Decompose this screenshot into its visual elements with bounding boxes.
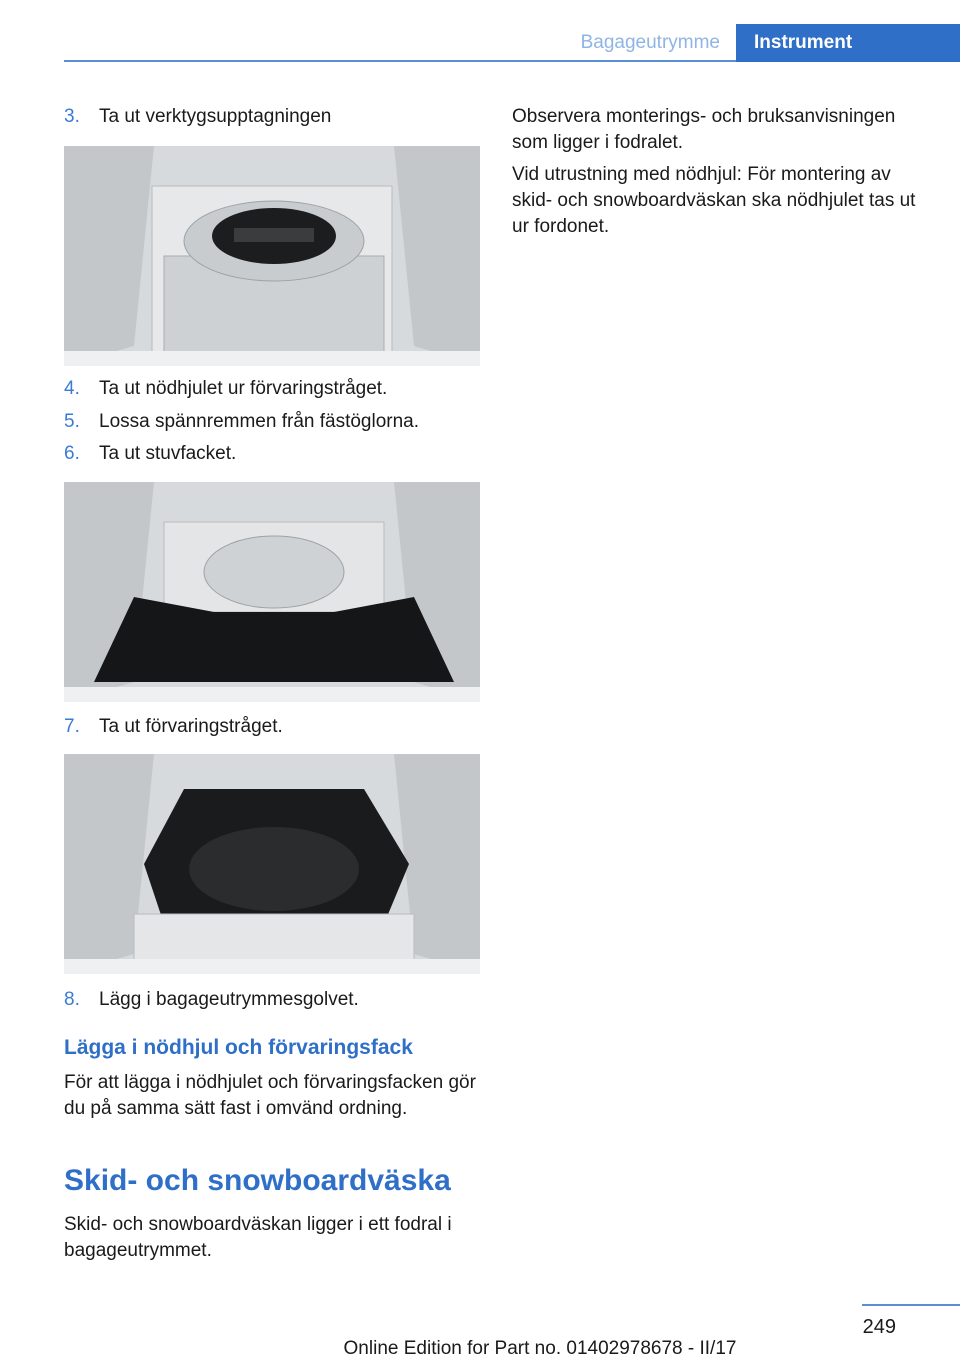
- step-text: Ta ut verktygsupptagningen: [99, 106, 332, 127]
- step-text: Ta ut förvaringstråget.: [99, 716, 283, 737]
- step-text: Lägg i bagageutrymmesgolvet.: [99, 989, 359, 1010]
- step-text: Ta ut nödhjulet ur förvaringstråget.: [99, 378, 388, 399]
- step-number: 3.: [64, 106, 80, 127]
- footer-rule: [862, 1304, 960, 1306]
- step-number: 4.: [64, 378, 80, 399]
- header-chapter-tab[interactable]: Instrument: [736, 24, 960, 62]
- footer-edition: Online Edition for Part no. 01402978678 - II/17: [343, 1338, 737, 1359]
- subheading-spare-wheel: Lägga i nödhjul och förvaringsfack: [64, 1036, 413, 1059]
- right-column: [512, 100, 922, 240]
- step-text: Ta ut stuvfacket.: [99, 443, 237, 464]
- trunk-photo-storage-tray: [64, 754, 480, 974]
- heading-ski-bag: Skid- och snowboardväska: [64, 1164, 451, 1197]
- paragraph-text: För att lägga i nödhjulet och förvaringsfacken gör du på samma sätt fast i omvänd ordning.: [64, 1072, 476, 1119]
- trunk-photo-storage-box: [64, 482, 480, 702]
- paragraph-text: Skid- och snowboardväskan ligger i ett fodral i bagageutrymmet.: [64, 1214, 452, 1261]
- page-number: 249: [862, 1316, 896, 1338]
- step-number: 7.: [64, 716, 80, 737]
- trunk-photo-tool-tray: [64, 146, 480, 366]
- paragraph-spare-wheel-note: Vid utrustning med nödhjul: För montering av skid- och snowboardväskan ska nödhjulet tas ut ur fordonet.: [512, 164, 916, 237]
- paragraph-ski-bag: [64, 1212, 480, 1264]
- step-text: Lossa spännremmen från fästöglorna.: [99, 411, 420, 432]
- step-number: 8.: [64, 989, 80, 1010]
- paragraph-instructions: Observera monterings- och bruksanvisningen som ligger i fodralet.: [512, 106, 896, 153]
- paragraph-spare-wheel: [64, 1070, 480, 1122]
- step-number: 5.: [64, 411, 80, 432]
- step-number: 6.: [64, 443, 80, 464]
- header-section-tab[interactable]: Bagageutrymme: [580, 32, 720, 53]
